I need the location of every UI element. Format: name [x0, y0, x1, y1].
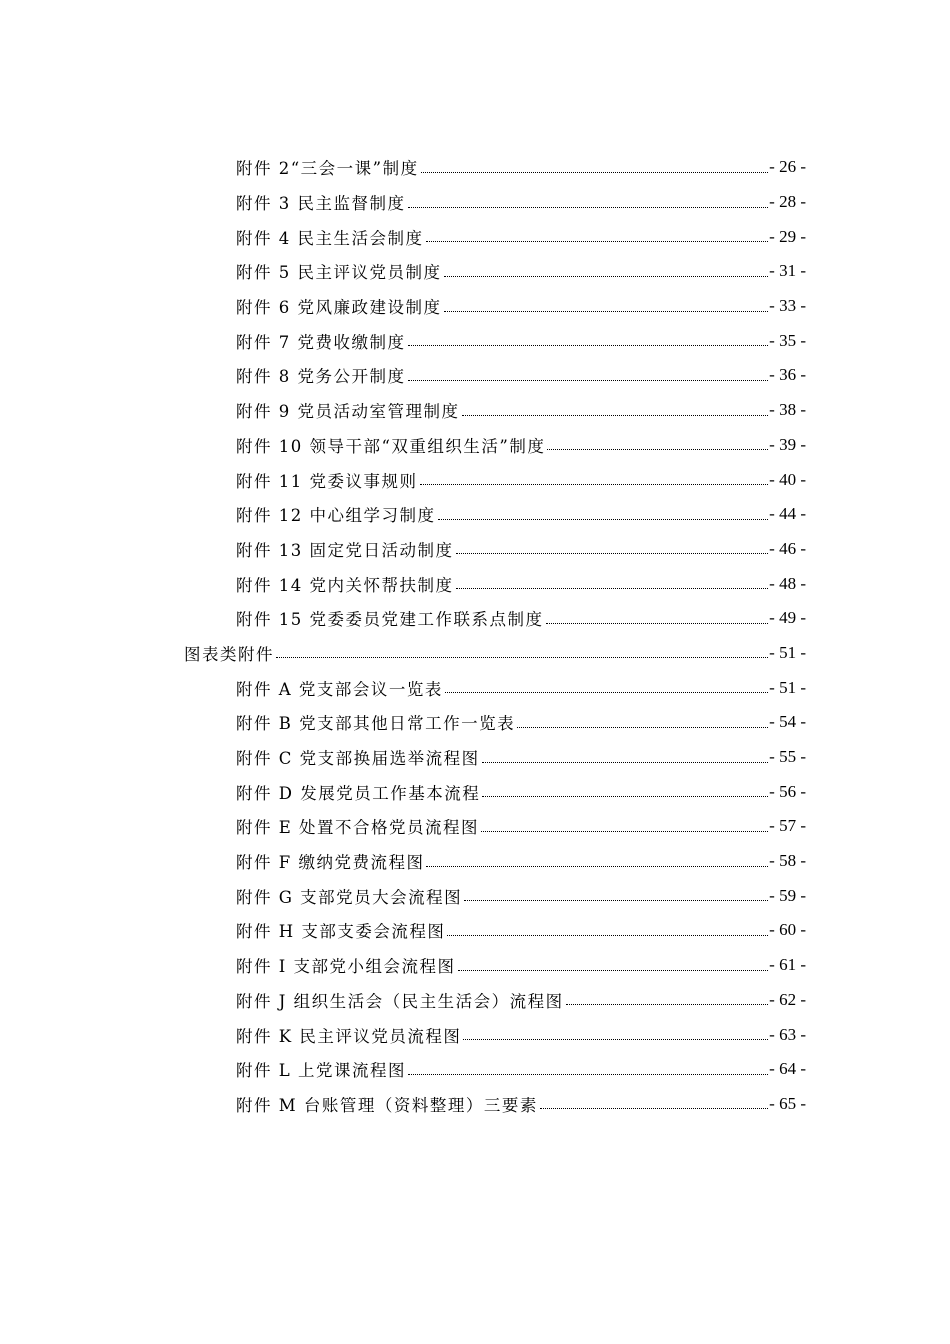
toc-entry[interactable] — [236, 566, 806, 601]
toc-entry[interactable] — [236, 844, 806, 879]
toc-entry[interactable] — [236, 601, 806, 636]
toc-entry-title: 附件 J 组织生活会（民主生活会）流程图 — [236, 988, 565, 1012]
toc-entry[interactable] — [236, 705, 806, 740]
toc-entry-title: 附件 K 民主评议党员流程图 — [236, 1023, 462, 1047]
toc-entry-page-number: - 49 - — [769, 608, 806, 628]
toc-dot-leader — [408, 207, 769, 208]
toc-dot-leader — [547, 449, 768, 450]
toc-entry-title: 附件 C 党支部换届选举流程图 — [236, 745, 481, 769]
toc-entry-page-number: - 61 - — [769, 955, 806, 975]
toc-entry[interactable] — [236, 1087, 806, 1122]
toc-entry[interactable] — [236, 532, 806, 567]
toc-entry-title: 附件 9 党员活动室管理制度 — [236, 398, 461, 422]
toc-entry-page-number: - 59 - — [769, 885, 806, 905]
toc-entry-page-number: - 26 - — [769, 157, 806, 177]
toc-dot-leader — [540, 1108, 768, 1109]
toc-entry[interactable] — [236, 878, 806, 913]
toc-entry-title: 附件 H 支部支委会流程图 — [236, 918, 446, 942]
toc-entry[interactable] — [236, 913, 806, 948]
toc-entry[interactable] — [236, 358, 806, 393]
toc-entry-page-number: - 65 - — [769, 1093, 806, 1113]
toc-entry-title: 附件 13 固定党日活动制度 — [236, 537, 455, 561]
toc-entry-title: 附件 E 处置不合格党员流程图 — [236, 814, 480, 838]
toc-entry-page-number: - 39 - — [769, 434, 806, 454]
toc-dot-leader — [438, 519, 769, 520]
toc-entry[interactable] — [236, 740, 806, 775]
toc-entry-title: 附件 A 党支部会议一览表 — [236, 676, 444, 700]
toc-entry[interactable] — [236, 497, 806, 532]
toc-entry-title: 附件 G 支部党员大会流程图 — [236, 884, 463, 908]
toc-dot-leader — [458, 970, 769, 971]
toc-entry[interactable] — [236, 393, 806, 428]
toc-entry-title: 附件 5 民主评议党员制度 — [236, 259, 443, 283]
toc-entry-page-number: - 38 - — [769, 400, 806, 420]
toc-entry[interactable] — [236, 323, 806, 358]
toc-dot-leader — [566, 1004, 769, 1005]
toc-dot-leader — [462, 415, 769, 416]
toc-dot-leader — [408, 380, 769, 381]
toc-entry-page-number: - 46 - — [769, 538, 806, 558]
toc-entry-title: 附件 4 民主生活会制度 — [236, 225, 425, 249]
toc-entry-title: 附件 3 民主监督制度 — [236, 190, 407, 214]
toc-entry-title: 附件 7 党费收缴制度 — [236, 329, 407, 353]
toc-dot-leader — [447, 935, 768, 936]
toc-entry-title: 附件 15 党委委员党建工作联系点制度 — [236, 606, 545, 630]
toc-entry-title: 附件 D 发展党员工作基本流程 — [236, 780, 481, 804]
toc-dot-leader — [456, 553, 769, 554]
toc-entry-page-number: - 58 - — [769, 851, 806, 871]
toc-entry-page-number: - 44 - — [769, 504, 806, 524]
toc-dot-leader — [463, 1039, 768, 1040]
toc-section-heading[interactable] — [184, 636, 806, 671]
toc-entry-title: 附件 8 党务公开制度 — [236, 363, 407, 387]
toc-entry-page-number: - 29 - — [769, 226, 806, 246]
toc-entry-title: 附件 10 领导干部“双重组织生活”制度 — [236, 433, 546, 457]
toc-entry-title: 图表类附件 — [184, 641, 275, 665]
toc-dot-leader — [444, 276, 769, 277]
toc-entry[interactable] — [236, 150, 806, 185]
toc-dot-leader — [408, 1074, 768, 1075]
toc-entry[interactable] — [236, 462, 806, 497]
toc-entry[interactable] — [236, 670, 806, 705]
toc-entry[interactable] — [236, 254, 806, 289]
toc-entry-page-number: - 54 - — [769, 712, 806, 732]
toc-dot-leader — [482, 796, 768, 797]
toc-entry-page-number: - 57 - — [769, 816, 806, 836]
toc-entry-page-number: - 28 - — [769, 192, 806, 212]
toc-entry-title: 附件 2“三会一课”制度 — [236, 155, 420, 179]
toc-entry-page-number: - 51 - — [769, 677, 806, 697]
toc-entry-page-number: - 63 - — [769, 1024, 806, 1044]
toc-entry[interactable] — [236, 1017, 806, 1052]
toc-entry-title: 附件 F 缴纳党费流程图 — [236, 849, 425, 873]
toc-entry-page-number: - 35 - — [769, 330, 806, 350]
toc-entry[interactable] — [236, 948, 806, 983]
toc-entry-page-number: - 33 - — [769, 296, 806, 316]
toc-dot-leader — [444, 311, 769, 312]
toc-entry-title: 附件 14 党内关怀帮扶制度 — [236, 572, 455, 596]
toc-entry-page-number: - 36 - — [769, 365, 806, 385]
toc-dot-leader — [546, 623, 769, 624]
toc-entry-page-number: - 51 - — [769, 642, 806, 662]
toc-dot-leader — [420, 484, 769, 485]
table-of-contents — [0, 150, 950, 1121]
toc-entry-page-number: - 55 - — [769, 747, 806, 767]
toc-entry[interactable] — [236, 774, 806, 809]
toc-dot-leader — [445, 692, 768, 693]
toc-entry-page-number: - 64 - — [769, 1059, 806, 1079]
toc-entry[interactable] — [236, 1052, 806, 1087]
toc-entry-page-number: - 56 - — [769, 781, 806, 801]
toc-entry-title: 附件 I 支部党小组会流程图 — [236, 953, 457, 977]
toc-entry-title: 附件 L 上党课流程图 — [236, 1057, 407, 1081]
toc-entry-title: 附件 M 台账管理（资料整理）三要素 — [236, 1092, 539, 1116]
toc-dot-leader — [517, 727, 768, 728]
toc-entry-title: 附件 12 中心组学习制度 — [236, 502, 437, 526]
toc-entry-title: 附件 6 党风廉政建设制度 — [236, 294, 443, 318]
toc-dot-leader — [456, 588, 769, 589]
toc-entry[interactable] — [236, 983, 806, 1018]
toc-entry-page-number: - 60 - — [769, 920, 806, 940]
toc-entry-page-number: - 31 - — [769, 261, 806, 281]
toc-entry[interactable] — [236, 289, 806, 324]
toc-entry[interactable] — [236, 809, 806, 844]
toc-dot-leader — [481, 831, 768, 832]
toc-entry[interactable] — [236, 219, 806, 254]
toc-dot-leader — [421, 172, 769, 173]
toc-entry[interactable] — [236, 428, 806, 463]
toc-dot-leader — [276, 657, 768, 658]
toc-dot-leader — [426, 241, 769, 242]
toc-entry-page-number: - 40 - — [769, 469, 806, 489]
toc-entry-page-number: - 62 - — [769, 989, 806, 1009]
toc-entry[interactable] — [236, 185, 806, 220]
toc-entry-page-number: - 48 - — [769, 573, 806, 593]
toc-entry-title: 附件 11 党委议事规则 — [236, 468, 419, 492]
toc-dot-leader — [408, 345, 769, 346]
toc-dot-leader — [464, 900, 768, 901]
toc-dot-leader — [426, 866, 768, 867]
toc-entry-title: 附件 B 党支部其他日常工作一览表 — [236, 710, 516, 734]
toc-dot-leader — [482, 762, 769, 763]
